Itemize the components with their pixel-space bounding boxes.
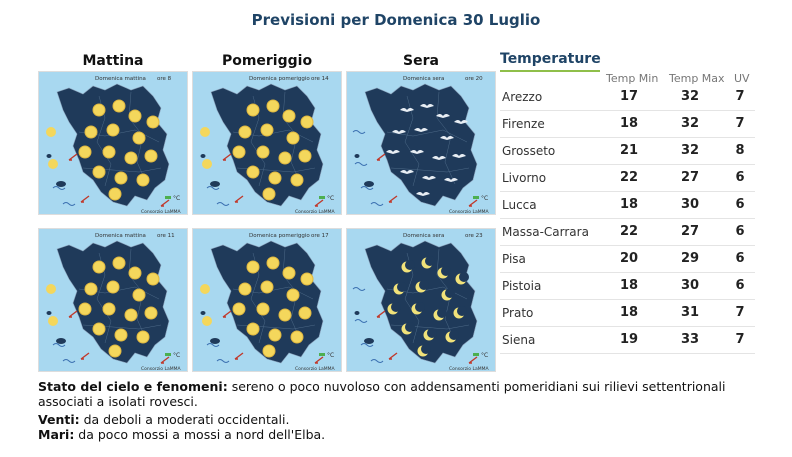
sun-icon bbox=[46, 284, 56, 294]
temperature-row bbox=[500, 219, 755, 246]
elba-island bbox=[210, 181, 220, 187]
elba-island bbox=[364, 338, 374, 344]
weather-map-pomeriggio-2[interactable] bbox=[192, 228, 342, 372]
weather-map-sera-1[interactable] bbox=[346, 71, 496, 215]
sun-icon bbox=[233, 146, 245, 158]
sun-icon bbox=[261, 281, 273, 293]
map-label: Domenica pomeriggio bbox=[249, 233, 310, 239]
sky-label: Stato del cielo e fenomeni: bbox=[38, 379, 228, 394]
sun-icon bbox=[200, 284, 210, 294]
uv-value: 6 bbox=[735, 224, 745, 239]
uv-value: 6 bbox=[735, 197, 745, 212]
sun-icon bbox=[247, 323, 259, 335]
sun-icon bbox=[85, 126, 97, 138]
city-name: Grosseto bbox=[502, 144, 556, 158]
temp-max-value: 29 bbox=[680, 251, 700, 266]
uv-value: 6 bbox=[735, 278, 745, 293]
temp-unit-label: °C bbox=[173, 352, 181, 359]
sun-icon bbox=[46, 127, 56, 137]
map-label: Domenica sera bbox=[403, 76, 445, 82]
sun-icon bbox=[287, 132, 299, 144]
uv-value: 6 bbox=[735, 170, 745, 185]
temp-max-value: 32 bbox=[680, 89, 700, 104]
elba-island bbox=[56, 181, 66, 187]
sun-icon bbox=[79, 303, 91, 315]
sun-icon bbox=[85, 283, 97, 295]
temperature-row bbox=[500, 165, 755, 192]
map-credit: Consorzio LaMMA bbox=[449, 210, 489, 215]
temp-unit-label: °C bbox=[173, 195, 181, 202]
sea-text: da poco mossi a mossi a nord dell'Elba. bbox=[74, 427, 326, 442]
capraia-island bbox=[47, 154, 52, 158]
map-label: Domenica pomeriggio bbox=[249, 76, 310, 82]
sun-icon bbox=[279, 309, 291, 321]
sun-icon bbox=[269, 329, 281, 341]
sun-icon bbox=[247, 166, 259, 178]
sun-icon bbox=[133, 289, 145, 301]
temp-max-value: 32 bbox=[680, 143, 700, 158]
capraia-island bbox=[201, 311, 206, 315]
temperature-row bbox=[500, 192, 755, 219]
sun-icon bbox=[93, 261, 105, 273]
sun-icon bbox=[133, 132, 145, 144]
city-name: Siena bbox=[502, 333, 536, 347]
sun-icon bbox=[202, 316, 212, 326]
temp-min-value: 18 bbox=[619, 116, 639, 131]
sun-icon bbox=[287, 289, 299, 301]
city-name: Pisa bbox=[502, 252, 526, 266]
uv-value: 7 bbox=[735, 89, 745, 104]
map-credit: Consorzio LaMMA bbox=[141, 367, 181, 372]
sun-icon bbox=[299, 307, 311, 319]
page-title: Previsioni per Domenica 30 Luglio bbox=[251, 11, 541, 29]
temp-min-value: 18 bbox=[619, 197, 639, 212]
map-time: ore 23 bbox=[465, 233, 483, 239]
sun-icon bbox=[115, 172, 127, 184]
sun-icon bbox=[200, 127, 210, 137]
temp-unit-label: °C bbox=[327, 195, 335, 202]
sun-icon bbox=[291, 331, 303, 343]
city-name: Firenze bbox=[502, 117, 545, 131]
capraia-island bbox=[355, 311, 360, 315]
sun-icon bbox=[109, 345, 121, 357]
sun-icon bbox=[263, 345, 275, 357]
temperature-underline bbox=[500, 70, 600, 72]
temp-min-value: 22 bbox=[619, 170, 639, 185]
temp-max-value: 33 bbox=[680, 332, 700, 347]
city-name: Prato bbox=[502, 306, 534, 320]
temp-unit-label: °C bbox=[481, 352, 489, 359]
sun-icon bbox=[283, 110, 295, 122]
header-temp-max: Temp Max bbox=[669, 72, 725, 85]
temperature-row bbox=[500, 300, 755, 327]
temperature-row bbox=[500, 246, 755, 273]
column-header-sera: Sera bbox=[403, 53, 439, 69]
sun-icon bbox=[48, 159, 58, 169]
map-label: Domenica mattina bbox=[95, 233, 146, 239]
temp-indicator-icon bbox=[319, 353, 325, 356]
sun-icon bbox=[93, 104, 105, 116]
sun-icon bbox=[129, 110, 141, 122]
capraia-island bbox=[47, 311, 52, 315]
temp-unit-label: °C bbox=[481, 195, 489, 202]
temp-min-value: 22 bbox=[619, 224, 639, 239]
sun-icon bbox=[301, 273, 313, 285]
weather-map-pomeriggio-1[interactable] bbox=[192, 71, 342, 215]
sun-icon bbox=[109, 188, 121, 200]
sun-icon bbox=[107, 124, 119, 136]
uv-value: 7 bbox=[735, 116, 745, 131]
temp-min-value: 17 bbox=[619, 89, 639, 104]
sun-icon bbox=[103, 146, 115, 158]
weather-map-mattina-2[interactable] bbox=[38, 228, 188, 372]
map-time: ore 14 bbox=[311, 76, 329, 82]
sun-icon bbox=[239, 126, 251, 138]
sun-icon bbox=[129, 267, 141, 279]
sun-icon bbox=[79, 146, 91, 158]
temp-max-value: 30 bbox=[680, 278, 700, 293]
sun-icon bbox=[257, 303, 269, 315]
uv-value: 6 bbox=[735, 251, 745, 266]
wind-label: Venti: bbox=[38, 412, 80, 427]
weather-map-sera-2[interactable] bbox=[346, 228, 496, 372]
sun-icon bbox=[202, 159, 212, 169]
elba-island bbox=[210, 338, 220, 344]
sun-icon bbox=[137, 331, 149, 343]
temp-indicator-icon bbox=[473, 353, 479, 356]
sun-icon bbox=[263, 188, 275, 200]
sea-label: Mari: bbox=[38, 427, 75, 442]
sun-icon bbox=[125, 309, 137, 321]
column-header-pomeriggio: Pomeriggio bbox=[221, 53, 313, 69]
sun-icon bbox=[147, 116, 159, 128]
sun-icon bbox=[48, 316, 58, 326]
map-credit: Consorzio LaMMA bbox=[295, 210, 335, 215]
map-time: ore 11 bbox=[157, 233, 175, 239]
temperature-row bbox=[500, 273, 755, 300]
temperature-row bbox=[500, 84, 755, 111]
uv-value: 7 bbox=[735, 332, 745, 347]
wind-description bbox=[38, 412, 289, 427]
city-name: Massa-Carrara bbox=[502, 225, 589, 239]
sun-icon bbox=[233, 303, 245, 315]
temp-min-value: 21 bbox=[619, 143, 639, 158]
temp-indicator-icon bbox=[165, 196, 171, 199]
sun-icon bbox=[107, 281, 119, 293]
sun-icon bbox=[115, 329, 127, 341]
sun-icon bbox=[113, 257, 125, 269]
temp-min-value: 19 bbox=[619, 332, 639, 347]
sun-icon bbox=[261, 124, 273, 136]
sun-icon bbox=[113, 100, 125, 112]
weather-map-mattina-1[interactable] bbox=[38, 71, 188, 215]
sun-icon bbox=[247, 261, 259, 273]
temperature-row bbox=[500, 327, 755, 354]
uv-value: 8 bbox=[735, 143, 745, 158]
city-name: Arezzo bbox=[502, 90, 543, 104]
temp-min-value: 18 bbox=[619, 278, 639, 293]
header-uv: UV bbox=[734, 72, 750, 85]
temp-max-value: 30 bbox=[680, 197, 700, 212]
temp-max-value: 27 bbox=[680, 224, 700, 239]
header-temp-min: Temp Min bbox=[606, 72, 659, 85]
map-time: ore 8 bbox=[157, 76, 172, 82]
temp-max-value: 27 bbox=[680, 170, 700, 185]
capraia-island bbox=[355, 154, 360, 158]
sun-icon bbox=[299, 150, 311, 162]
map-time: ore 20 bbox=[465, 76, 483, 82]
city-name: Pistoia bbox=[502, 279, 542, 293]
map-credit: Consorzio LaMMA bbox=[449, 367, 489, 372]
sky-text: sereno o poco nuvoloso con addensamenti pomeridiani sui rilievi settentrionali associati a isolati rovesci. bbox=[38, 379, 726, 409]
map-credit: Consorzio LaMMA bbox=[141, 210, 181, 215]
sun-icon bbox=[93, 323, 105, 335]
elba-island bbox=[56, 338, 66, 344]
temp-max-value: 32 bbox=[680, 116, 700, 131]
sun-icon bbox=[291, 174, 303, 186]
sun-icon bbox=[267, 100, 279, 112]
sun-icon bbox=[125, 152, 137, 164]
sun-icon bbox=[93, 166, 105, 178]
sun-icon bbox=[267, 257, 279, 269]
temp-max-value: 31 bbox=[680, 305, 700, 320]
temp-min-value: 20 bbox=[619, 251, 639, 266]
city-name: Livorno bbox=[502, 171, 547, 185]
sky-description bbox=[38, 379, 768, 409]
sun-icon bbox=[239, 283, 251, 295]
temp-indicator-icon bbox=[473, 196, 479, 199]
wind-text: da deboli a moderati occidentali. bbox=[79, 412, 290, 427]
sun-icon bbox=[269, 172, 281, 184]
temperature-row bbox=[500, 138, 755, 165]
capraia-island bbox=[201, 154, 206, 158]
sun-icon bbox=[145, 307, 157, 319]
elba-island bbox=[364, 181, 374, 187]
sun-icon bbox=[145, 150, 157, 162]
city-name: Lucca bbox=[502, 198, 537, 212]
sun-icon bbox=[147, 273, 159, 285]
map-credit: Consorzio LaMMA bbox=[295, 367, 335, 372]
map-time: ore 17 bbox=[311, 233, 329, 239]
map-label: Domenica mattina bbox=[95, 76, 146, 82]
sun-icon bbox=[257, 146, 269, 158]
sun-icon bbox=[279, 152, 291, 164]
temperature-row bbox=[500, 111, 755, 138]
temp-indicator-icon bbox=[319, 196, 325, 199]
temperature-title: Temperature bbox=[500, 51, 601, 67]
sun-icon bbox=[283, 267, 295, 279]
temp-min-value: 18 bbox=[619, 305, 639, 320]
uv-value: 7 bbox=[735, 305, 745, 320]
temp-unit-label: °C bbox=[327, 352, 335, 359]
sun-icon bbox=[103, 303, 115, 315]
sun-icon bbox=[247, 104, 259, 116]
sun-icon bbox=[301, 116, 313, 128]
sun-icon bbox=[137, 174, 149, 186]
sea-description bbox=[38, 427, 325, 442]
temp-indicator-icon bbox=[165, 353, 171, 356]
column-header-mattina: Mattina bbox=[82, 53, 144, 69]
map-label: Domenica sera bbox=[403, 233, 445, 239]
